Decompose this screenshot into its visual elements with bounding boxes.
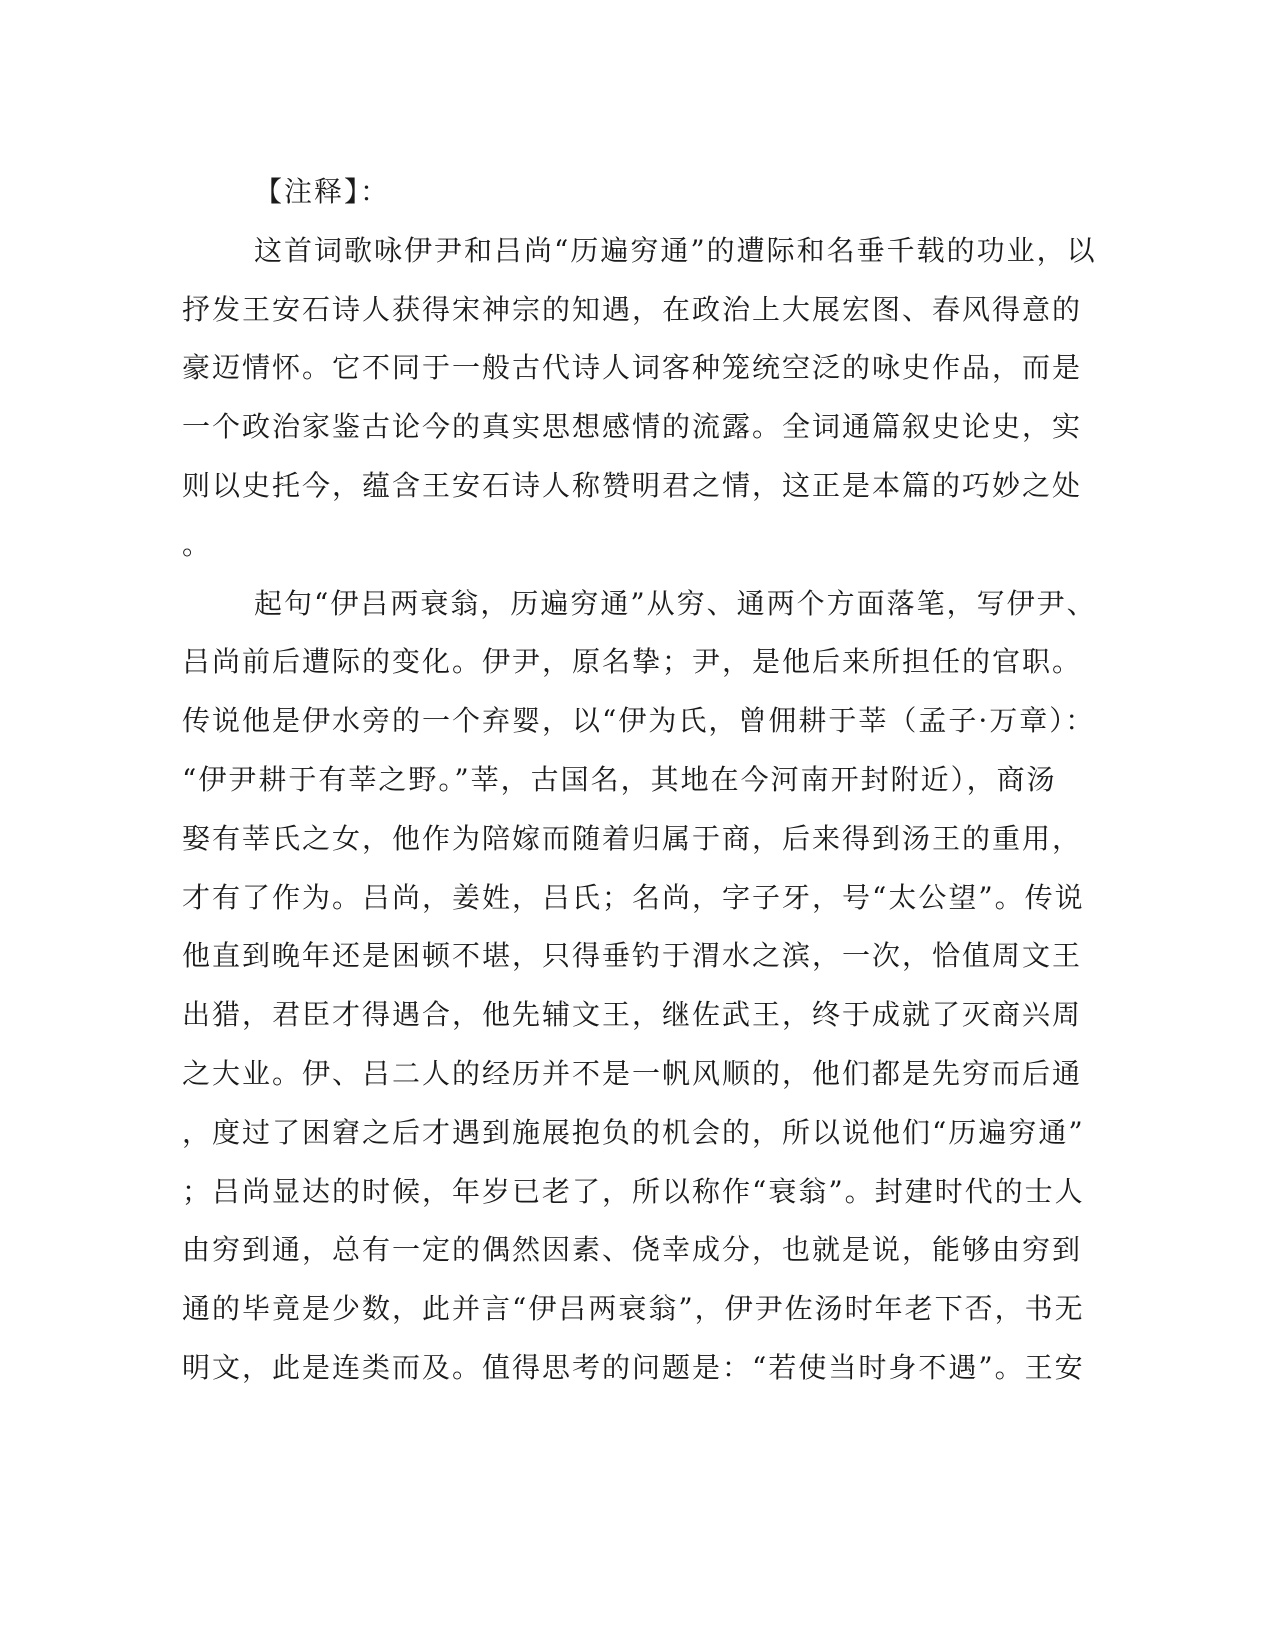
paragraph-2 (182, 575, 1097, 1398)
paragraph-line: 则以史托今，蕴含王安石诗人称赞明君之情，这正是本篇的巧妙之处 (182, 468, 1083, 502)
notes-heading: 【注释】： (254, 175, 391, 208)
paragraph-line: 。 (182, 527, 213, 561)
paragraph-line: 这首词歌咏伊尹和吕尚“历遍穷通”的遭际和名垂千载的功业，以 (254, 233, 1097, 267)
paragraph-line: 明文，此是连类而及。值得思考的问题是：“若使当时身不遇”。王安 (182, 1350, 1085, 1384)
paragraph-1 (182, 222, 1097, 575)
paragraph-line: 豪迈情怀。它不同于一般古代诗人词客种笼统空泛的咏史作品，而是 (182, 351, 1083, 385)
paragraph-line: “伊尹耕于有莘之野。”莘，古国名，其地在今河南开封附近），商汤 (182, 762, 1057, 796)
paragraph-line: 通的毕竟是少数，此并言“伊吕两衰翁”，伊尹佐汤时年老下否，书无 (182, 1292, 1085, 1326)
paragraph-line: 娶有莘氏之女，他作为陪嫁而随着归属于商，后来得到汤王的重用， (182, 821, 1083, 855)
paragraph-line: 传说他是伊水旁的一个弃婴，以“伊为氏，曾佣耕于莘（孟子·万章）： (182, 704, 1096, 738)
paragraph-line: ；吕尚显达的时候，年岁已老了，所以称作“衰翁”。封建时代的士人 (182, 1174, 1085, 1208)
paragraph-line: 出猎，君臣才得遇合，他先辅文王，继佐武王，终于成就了灭商兴周 (182, 998, 1083, 1032)
paragraph-line: 才有了作为。吕尚，姜姓，吕氏；名尚，字子牙，号“太公望”。传说 (182, 880, 1085, 914)
paragraph-line: 由穷到通，总有一定的偶然因素、侥幸成分，也就是说，能够由穷到 (182, 1233, 1083, 1267)
paragraph-line: 他直到晚年还是困顿不堪，只得垂钓于渭水之滨，一次，恰值周文王 (182, 939, 1083, 973)
paragraph-line: 一个政治家鉴古论今的真实思想感情的流露。全词通篇叙史论史，实 (182, 410, 1083, 444)
paragraph-line: 抒发王安石诗人获得宋神宗的知遇，在政治上大展宏图、春风得意的 (182, 292, 1083, 326)
paragraph-line: ，度过了困窘之后才遇到施展抱负的机会的，所以说他们“历遍穷通” (182, 1115, 1085, 1149)
paragraph-line: 起句“伊吕两衰翁，历遍穷通”从穷、通两个方面落笔，写伊尹、 (254, 586, 1097, 620)
document-body (182, 163, 1097, 1398)
paragraph-line: 吕尚前后遭际的变化。伊尹，原名挚；尹，是他后来所担任的官职。 (182, 645, 1083, 679)
paragraph-line: 之大业。伊、吕二人的经历并不是一帆风顺的，他们都是先穷而后通 (182, 1056, 1083, 1090)
